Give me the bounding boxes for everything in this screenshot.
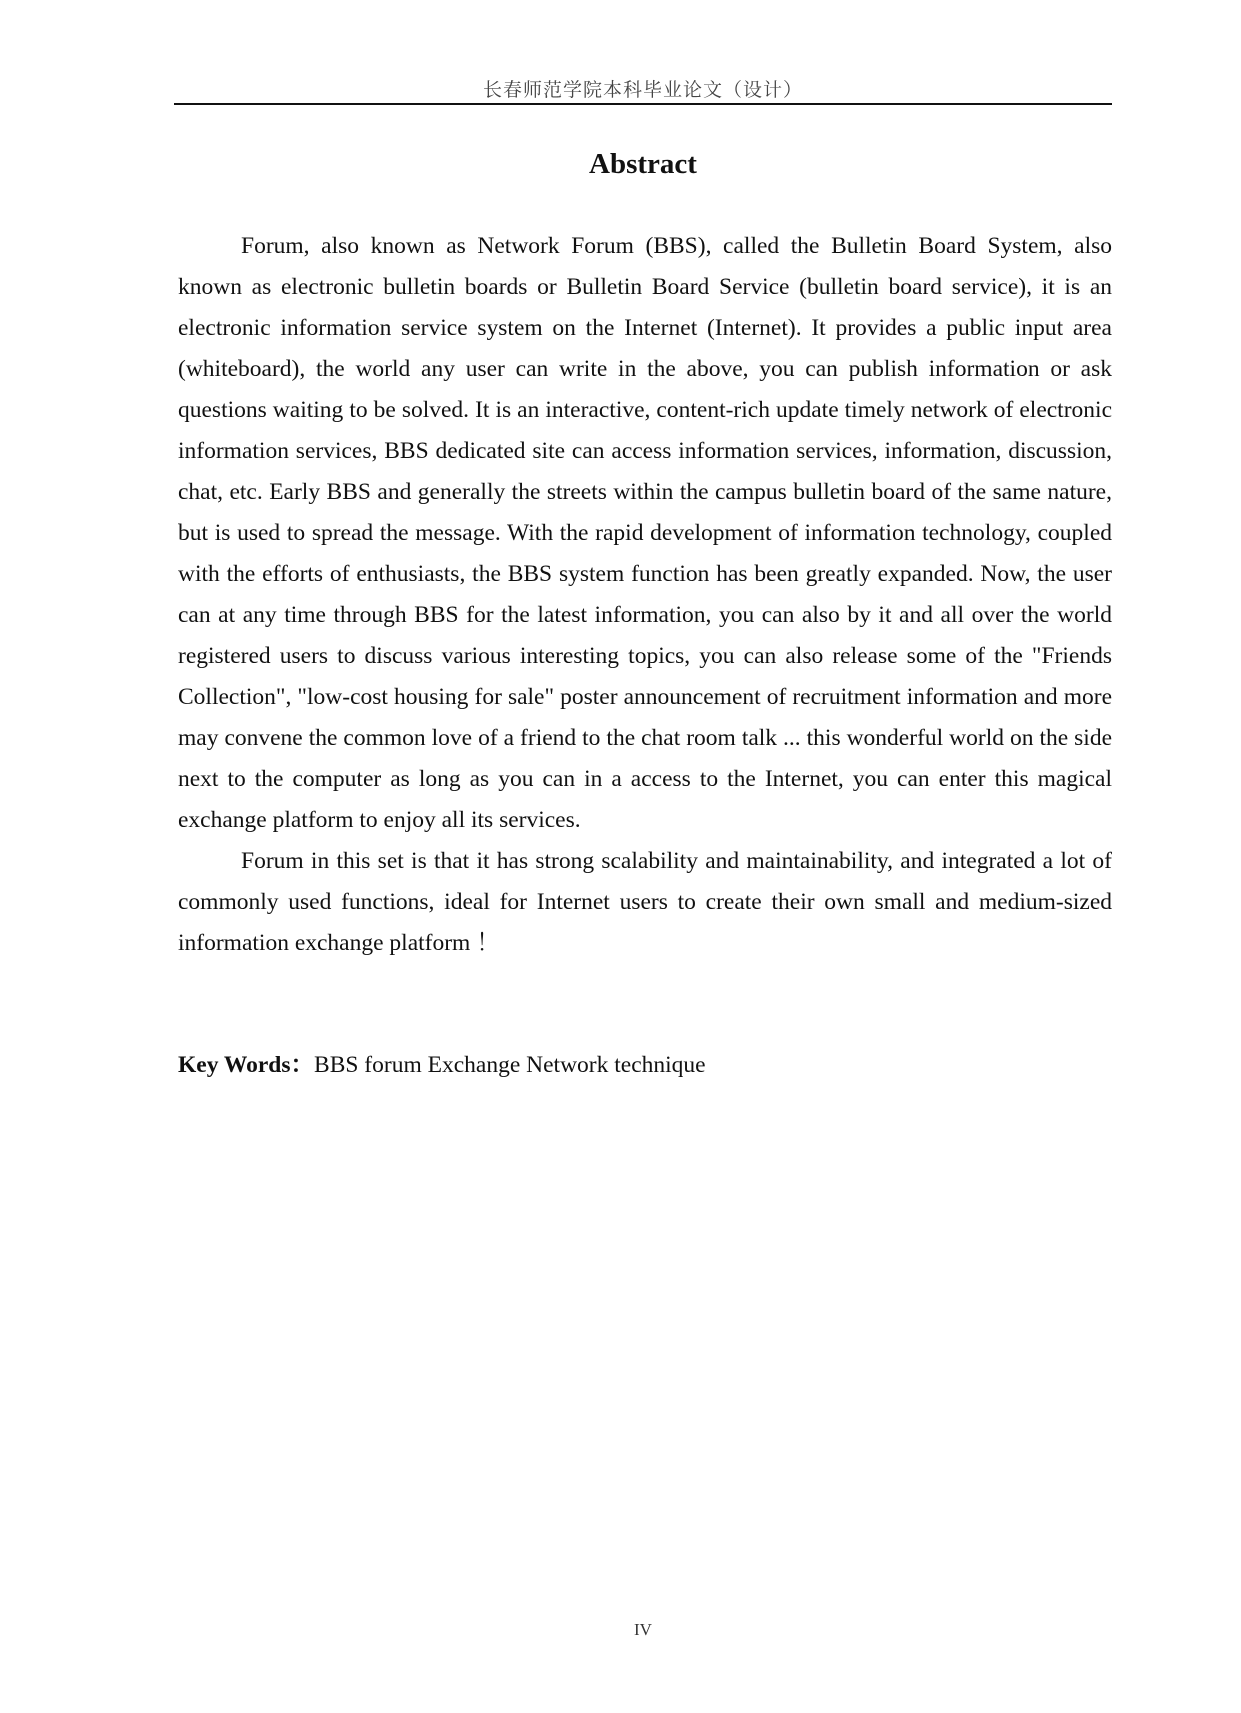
abstract-title: Abstract xyxy=(589,148,697,180)
header-rule xyxy=(174,103,1112,105)
keywords-label: Key Words： xyxy=(178,1052,315,1078)
abstract-paragraph-1: Forum, also known as Network Forum (BBS), called the Bulletin Board System, also known as electronic bulletin boards or Bulletin Board Service (bulletin board service), it is an electronic information service system on the Internet (Internet). It provides a public input area (whiteboard), the world any user can write in the above, you can publish information or ask questions waiting to be solved. It is an interactive, content-rich update timely network of electronic information services, BBS dedicated site can access information services, information, discussion, chat, etc. Early BBS and generally the streets within the campus bulletin board of the same nature, but is used to spread the message. With the rapid development of information technology, coupled with the efforts of enthusiasts, the BBS system function has been greatly expanded. Now, the user can at any time through BBS for the latest information, you can also by it and all over the world registered users to discuss various interesting topics, you can also release some of the "Friends Collection", "low-cost housing for sale" poster announcement of recruitment information and more may convene the common love of a friend to the chat room talk ... this wonderful world on the side next to the computer as long as you can in a access to the Internet, you can enter this magical exchange platform to enjoy all its services. xyxy=(178,233,1112,833)
keywords-value: BBS forum Exchange Network technique xyxy=(314,1052,706,1078)
running-header: 长春师范学院本科毕业论文（设计） xyxy=(482,79,803,101)
abstract-paragraph-2: Forum in this set is that it has strong scalability and maintainability, and integrated a lot of commonly used functions, ideal for Internet users to create their own small and medium-sized information exchange platform ！ xyxy=(178,848,1112,956)
keywords xyxy=(178,1045,1112,1086)
page-number: IV xyxy=(634,1620,652,1639)
abstract-body xyxy=(178,226,1112,964)
